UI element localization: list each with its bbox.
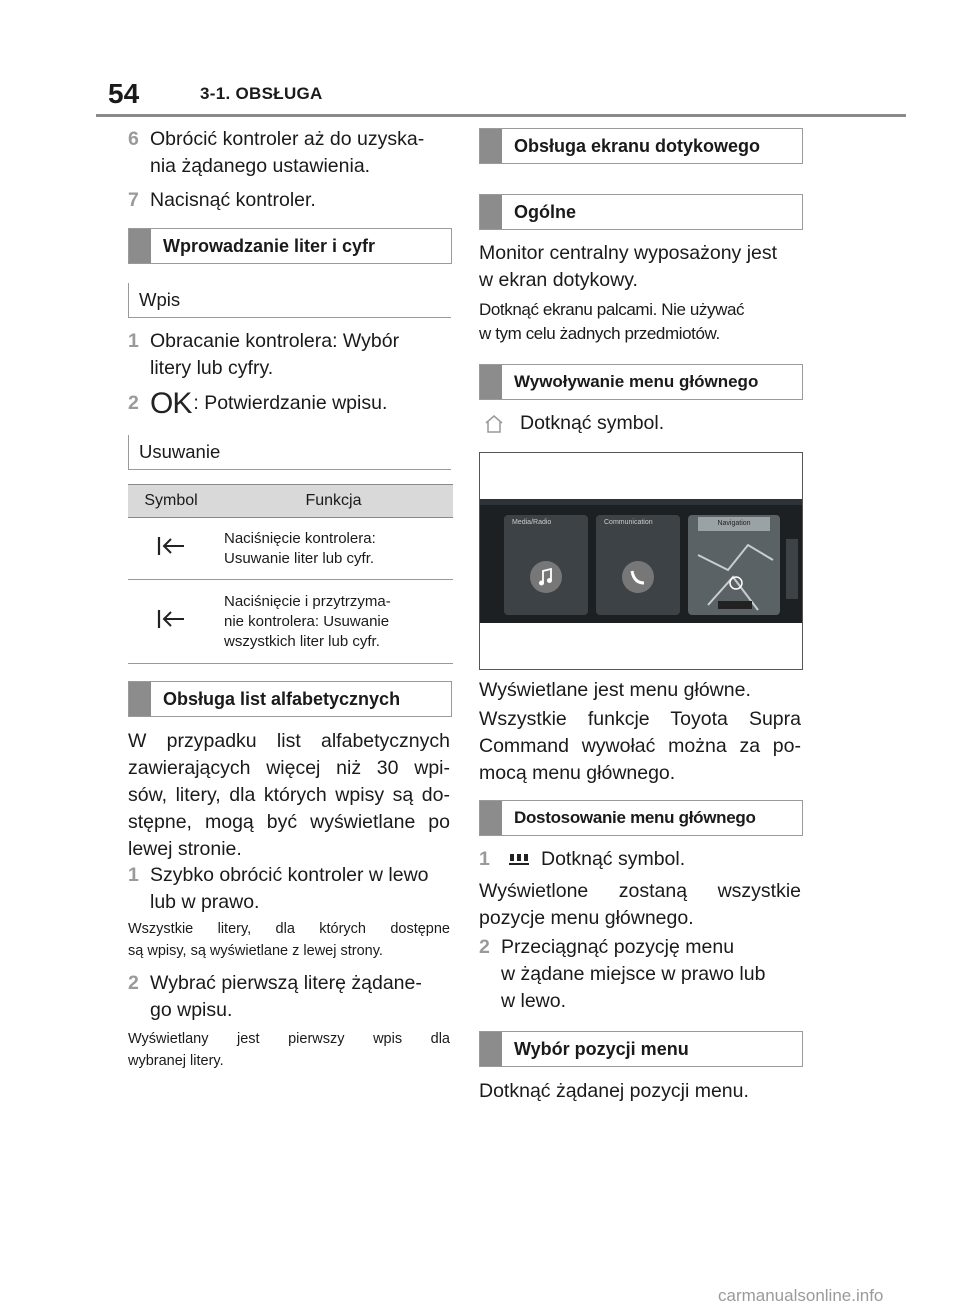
step-text: Przeciągnąć pozycję menu w żądane miejsce w prawo lub w lewo. — [501, 936, 766, 1012]
alpha-paragraph: W przypadku list alfabetycznych zawierających więcej niż 30 wpi- sów, litery, dla których wpisy są do- stępne, mogą być wyświetlane po lewej stronie. — [128, 730, 450, 860]
media-radio-tile[interactable]: Media/Radio — [504, 515, 588, 615]
heading-text: Ogólne — [514, 201, 576, 222]
step-text: Szybko obrócić kontroler w lewo lub w prawo. — [150, 864, 429, 913]
customize-shown: Wyświetlone zostaną wszystkie pozycje menu głównego. — [479, 880, 801, 929]
row-function: Naciśnięcie kontrolera: Usuwanie liter lub cyfr. — [214, 518, 453, 580]
heading-alphabetical — [128, 681, 452, 717]
col-symbol: Symbol — [128, 485, 214, 518]
backspace-arrow-icon — [156, 535, 186, 557]
step-number: 6 — [128, 128, 139, 150]
alpha-note-1: Wszystkie litery, dla których dostępne są wpisy, są wyświetlane z lewej strony. — [128, 921, 450, 959]
communication-tile[interactable]: Communication — [596, 515, 680, 615]
step-number: 1 — [128, 864, 139, 886]
phone-icon — [622, 561, 654, 593]
table-row — [128, 580, 453, 664]
home-icon — [484, 414, 504, 434]
page-number: 54 — [108, 78, 140, 109]
subheading-usuwanie: Usuwanie — [128, 435, 451, 470]
general-paragraph: Monitor centralny wyposażony jest w ekran dotykowy. — [479, 242, 778, 291]
heading-call-main-menu — [479, 364, 803, 400]
general-note: Dotknąć ekranu palcami. Nie używać w tym celu żadnych przedmiotów. — [479, 300, 745, 343]
select-text: Dotknąć żądanej pozycji menu. — [479, 1080, 749, 1102]
step-number: 1 — [479, 848, 490, 870]
step-text: : Potwierdzanie wpisu. — [193, 392, 388, 414]
heading-select-menu-item — [479, 1031, 803, 1067]
touch-symbol-line: Dotknąć symbol. — [484, 410, 664, 437]
backspace-arrow-icon — [156, 608, 186, 630]
step-text: Obracanie kontrolera: Wybór litery lub cyfry. — [150, 330, 400, 379]
step-number: 2 — [128, 392, 139, 414]
menu-shown-text: Wyświetlane jest menu główne. — [479, 679, 751, 701]
main-menu-screenshot — [479, 452, 803, 670]
table-row — [128, 518, 453, 580]
alpha-step-1 — [128, 862, 450, 916]
heading-input-letters — [128, 228, 452, 264]
step-number: 2 — [128, 972, 139, 994]
heading-text: Dostosowanie menu głównego — [514, 808, 756, 827]
navigation-tile[interactable]: Navigation — [688, 515, 780, 615]
alpha-note-2: Wyświetlany jest pierwszy wpis dla wybranej litery. — [128, 1031, 450, 1069]
step-number: 1 — [128, 330, 139, 352]
heading-general — [479, 194, 803, 230]
supra-paragraph: Wszystkie funkcje Toyota Supra Command wywołać można za po- mocą menu głównego. — [479, 708, 801, 784]
row-function: Naciśnięcie i przytrzyma- nie kontrolera: Usuwanie wszystkich liter lub cyfr. — [214, 580, 453, 664]
step-6 — [128, 126, 450, 180]
step-number: 7 — [128, 189, 139, 211]
subheading-wpis: Wpis — [128, 283, 451, 318]
ok-symbol: OK — [150, 387, 192, 420]
heading-text: Wywoływanie menu głównego — [514, 372, 759, 391]
customize-step-1: 1 Dotknąć symbol. — [479, 846, 685, 873]
step-text: Nacisnąć kontroler. — [150, 189, 316, 211]
heading-text: Obsługa list alfabetycznych — [163, 688, 401, 709]
col-function: Funkcja — [214, 485, 453, 518]
wpis-step-2 — [128, 387, 450, 420]
step-text: Wybrać pierwszą literę żądane- go wpisu. — [150, 972, 422, 1021]
map-icon — [688, 515, 780, 615]
heading-touchscreen — [479, 128, 803, 164]
header-rule — [96, 114, 906, 117]
step-text: Obrócić kontroler aż do uzyska- nia żądanego ustawienia. — [150, 128, 425, 177]
step-number: 2 — [479, 936, 490, 958]
symbol-table — [128, 484, 453, 664]
chapter-title: 3-1. OBSŁUGA — [200, 84, 323, 103]
alpha-step-2 — [128, 970, 450, 1024]
heading-text: Obsługa ekranu dotykowego — [514, 135, 761, 156]
heading-text: Wybór pozycji menu — [514, 1038, 689, 1059]
display-screen — [480, 499, 802, 623]
step-7 — [128, 187, 450, 214]
watermark: carmanualsonline.info — [718, 1286, 884, 1305]
heading-text: Wprowadzanie liter i cyfr — [163, 235, 376, 256]
wpis-step-1 — [128, 328, 450, 382]
heading-customize-menu — [479, 800, 803, 836]
menu-customize-icon — [507, 852, 531, 868]
customize-step-2 — [479, 934, 801, 1015]
music-note-icon — [530, 561, 562, 593]
